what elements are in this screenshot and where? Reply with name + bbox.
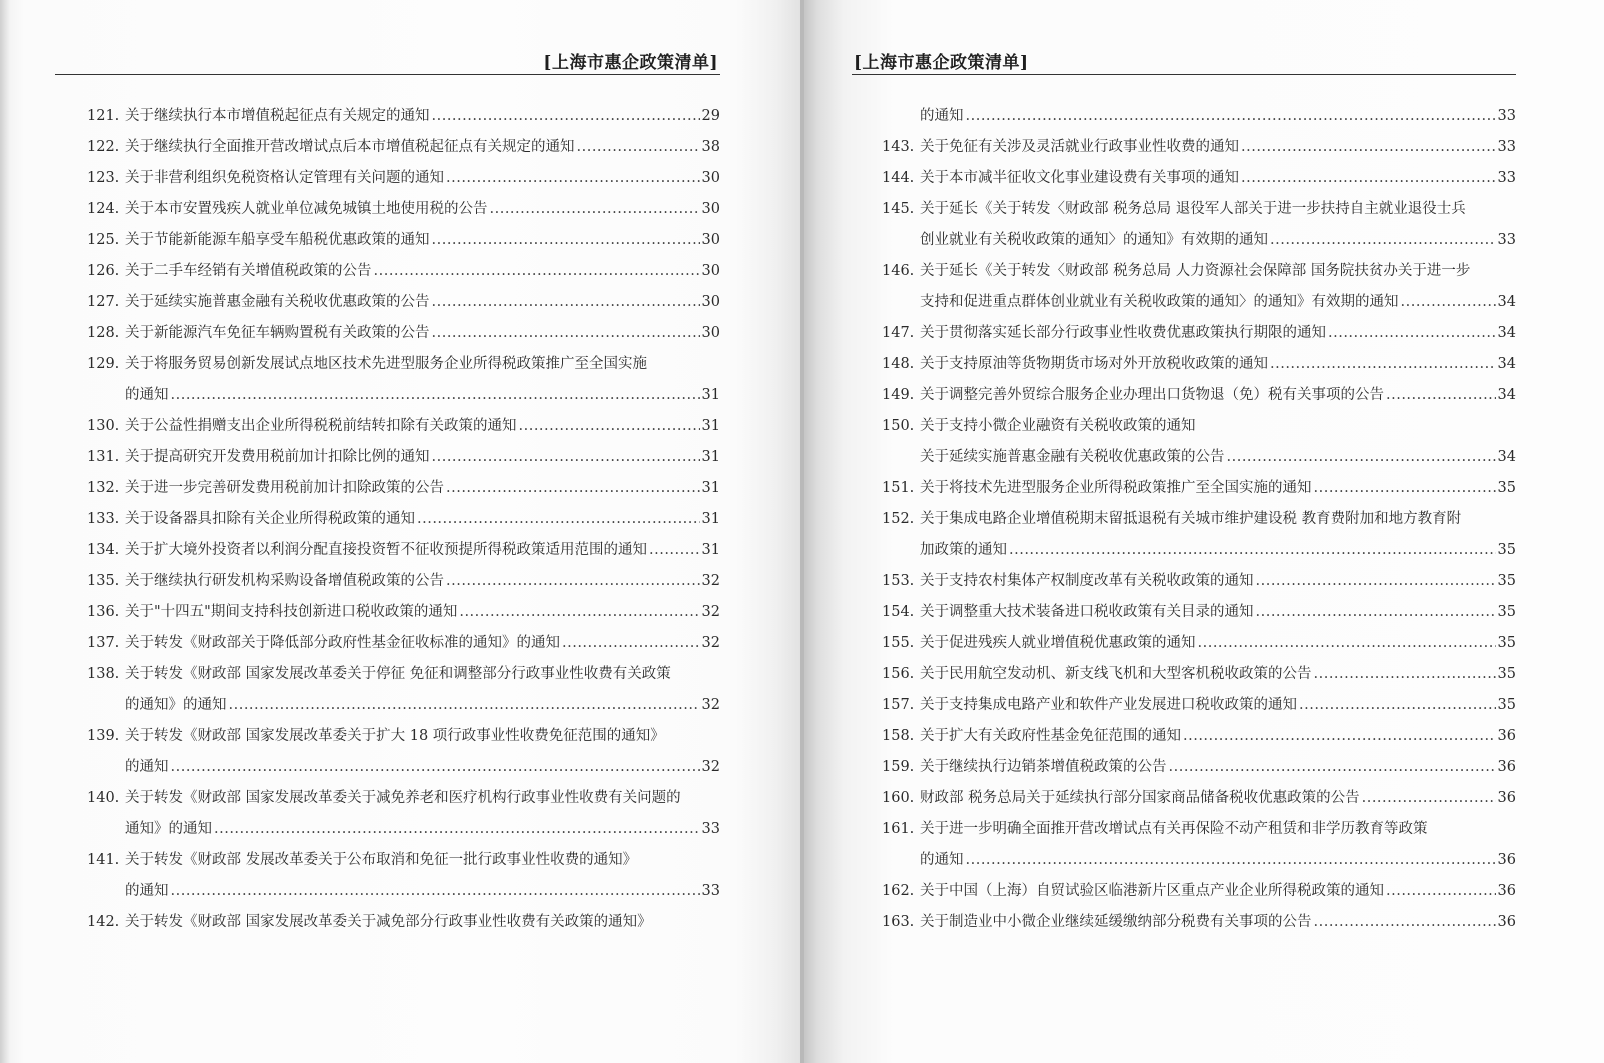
dot-leader bbox=[1241, 166, 1496, 190]
toc-entry-line bbox=[87, 538, 720, 569]
entry-title: 关于提高研究开发费用税前加计扣除比例的通知 bbox=[125, 449, 430, 465]
dot-leader bbox=[229, 693, 700, 717]
entry-number: 161. bbox=[882, 821, 915, 837]
entry-title: 关于延续实施普惠金融有关税收优惠政策的公告 bbox=[920, 449, 1225, 465]
page-header: [上海市惠企政策清单] bbox=[543, 53, 718, 73]
entry-number: 159. bbox=[882, 759, 915, 775]
entry-title: 关于中国（上海）自贸试验区临港新片区重点产业企业所得税政策的通知 bbox=[920, 883, 1384, 899]
dot-leader bbox=[1169, 755, 1496, 779]
entry-title: 创业就业有关税收政策的通知〉的通知》有效期的通知 bbox=[920, 232, 1268, 248]
entry-title: 关于延长《关于转发〈财政部 税务总局 退役军人部关于进一步扶持自主就业退役士兵 bbox=[920, 201, 1466, 217]
toc-entry-line bbox=[87, 848, 720, 879]
entry-title: 关于支持农村集体产权制度改革有关税收政策的通知 bbox=[920, 573, 1254, 589]
dot-leader bbox=[490, 197, 700, 221]
entry-number: 153. bbox=[882, 573, 915, 589]
toc-entry-line bbox=[882, 135, 1516, 166]
toc-list bbox=[882, 104, 1516, 941]
entry-number: 123. bbox=[87, 170, 120, 186]
entry-page-number: 29 bbox=[701, 108, 720, 124]
entry-title: 关于将技术先进型服务企业所得税政策推广至全国实施的通知 bbox=[920, 480, 1312, 496]
toc-entry-line bbox=[87, 104, 720, 135]
entry-title: 关于节能新能源车船享受车船税优惠政策的通知 bbox=[125, 232, 430, 248]
toc-entry-line bbox=[882, 631, 1516, 662]
entry-title: 通知》的通知 bbox=[125, 821, 212, 837]
dot-leader bbox=[1299, 693, 1496, 717]
header-rule bbox=[55, 74, 720, 75]
entry-title: 关于"十四五"期间支持科技创新进口税收政策的通知 bbox=[125, 604, 458, 620]
entry-number: 150. bbox=[882, 418, 915, 434]
toc-entry-line bbox=[882, 383, 1516, 414]
entry-number: 136. bbox=[87, 604, 120, 620]
entry-title: 关于本市安置残疾人就业单位减免城镇土地使用税的公告 bbox=[125, 201, 488, 217]
entry-page-number: 31 bbox=[701, 511, 720, 527]
toc-entry-line bbox=[882, 228, 1516, 259]
entry-title: 关于延续实施普惠金融有关税收优惠政策的公告 bbox=[125, 294, 430, 310]
entry-number: 160. bbox=[882, 790, 915, 806]
toc-entry-line bbox=[882, 166, 1516, 197]
entry-title: 关于转发《财政部 国家发展改革委关于扩大 18 项行政事业性收费免征范围的通知》 bbox=[125, 728, 665, 744]
dot-leader bbox=[459, 600, 699, 624]
entry-number: 154. bbox=[882, 604, 915, 620]
entry-title: 关于将服务贸易创新发展试点地区技术先进型服务企业所得税政策推广至全国实施 bbox=[125, 356, 647, 372]
entry-number: 131. bbox=[87, 449, 120, 465]
entry-page-number: 30 bbox=[701, 325, 720, 341]
entry-page-number: 36 bbox=[1497, 759, 1516, 775]
entry-title: 关于继续执行全面推开营改增试点后本市增值税起征点有关规定的通知 bbox=[125, 139, 575, 155]
toc-entry-line bbox=[882, 693, 1516, 724]
entry-title: 关于转发《财政部 国家发展改革委关于减免养老和医疗机构行政事业性收费有关问题的 bbox=[125, 790, 681, 806]
toc-entry-line bbox=[882, 414, 1516, 445]
toc-entry-line bbox=[882, 197, 1516, 228]
entry-title: 关于进一步明确全面推开营改增试点有关再保险不动产租赁和非学历教育等政策 bbox=[920, 821, 1428, 837]
toc-entry-line bbox=[87, 693, 720, 724]
dot-leader bbox=[577, 135, 700, 159]
entry-title: 关于贯彻落实延长部分行政事业性收费优惠政策执行期限的通知 bbox=[920, 325, 1326, 341]
entry-number: 156. bbox=[882, 666, 915, 682]
entry-title: 的通知 bbox=[125, 883, 169, 899]
entry-page-number: 31 bbox=[701, 480, 720, 496]
toc-entry-line bbox=[87, 476, 720, 507]
entry-number: 158. bbox=[882, 728, 915, 744]
entry-title: 加政策的通知 bbox=[920, 542, 1007, 558]
entry-page-number: 31 bbox=[701, 542, 720, 558]
entry-number: 155. bbox=[882, 635, 915, 651]
dot-leader bbox=[1401, 290, 1496, 314]
entry-page-number: 34 bbox=[1497, 325, 1516, 341]
entry-page-number: 35 bbox=[1497, 635, 1516, 651]
entry-number: 137. bbox=[87, 635, 120, 651]
entry-page-number: 34 bbox=[1497, 387, 1516, 403]
entry-page-number: 32 bbox=[701, 697, 720, 713]
entry-page-number: 33 bbox=[1497, 108, 1516, 124]
entry-title: 关于转发《财政部关于降低部分政府性基金征收标准的通知》的通知 bbox=[125, 635, 560, 651]
entry-title: 的通知 bbox=[920, 852, 964, 868]
entry-number: 152. bbox=[882, 511, 915, 527]
entry-title: 关于非营利组织免税资格认定管理有关问题的通知 bbox=[125, 170, 444, 186]
entry-page-number: 35 bbox=[1497, 697, 1516, 713]
entry-title: 关于转发《财政部 国家发展改革委关于停征 免征和调整部分行政事业性收费有关政策 bbox=[125, 666, 671, 682]
entry-number: 149. bbox=[882, 387, 915, 403]
entry-title: 关于继续执行研发机构采购设备增值税政策的公告 bbox=[125, 573, 444, 589]
entry-number: 130. bbox=[87, 418, 120, 434]
dot-leader bbox=[1270, 352, 1496, 376]
dot-leader bbox=[1386, 383, 1496, 407]
toc-entry-line bbox=[87, 445, 720, 476]
entry-page-number: 33 bbox=[1497, 232, 1516, 248]
dot-leader bbox=[1227, 445, 1496, 469]
entry-title: 关于支持原油等货物期货市场对外开放税收政策的通知 bbox=[920, 356, 1268, 372]
entry-page-number: 36 bbox=[1497, 728, 1516, 744]
entry-title: 关于促进残疾人就业增值税优惠政策的通知 bbox=[920, 635, 1196, 651]
entry-number: 135. bbox=[87, 573, 120, 589]
entry-page-number: 30 bbox=[701, 294, 720, 310]
entry-page-number: 31 bbox=[701, 449, 720, 465]
entry-title: 关于民用航空发动机、新支线飞机和大型客机税收政策的公告 bbox=[920, 666, 1312, 682]
entry-page-number: 36 bbox=[1497, 883, 1516, 899]
entry-number: 138. bbox=[87, 666, 120, 682]
toc-entry-line bbox=[882, 879, 1516, 910]
dot-leader bbox=[171, 755, 700, 779]
entry-title: 的通知 bbox=[125, 387, 169, 403]
toc-entry-line bbox=[882, 476, 1516, 507]
toc-entry-line bbox=[882, 259, 1516, 290]
dot-leader bbox=[1270, 228, 1496, 252]
toc-entry-line bbox=[87, 352, 720, 383]
toc-entry-line bbox=[87, 786, 720, 817]
entry-number: 129. bbox=[87, 356, 120, 372]
entry-page-number: 35 bbox=[1497, 480, 1516, 496]
entry-page-number: 33 bbox=[1497, 139, 1516, 155]
toc-entry-line bbox=[882, 538, 1516, 569]
dot-leader bbox=[1241, 135, 1496, 159]
dot-leader bbox=[966, 104, 1496, 128]
dot-leader bbox=[1256, 600, 1496, 624]
entry-title: 财政部 税务总局关于延续执行部分国家商品储备税收优惠政策的公告 bbox=[920, 790, 1360, 806]
entry-page-number: 33 bbox=[701, 821, 720, 837]
entry-title: 关于转发《财政部 国家发展改革委关于减免部分行政事业性收费有关政策的通知》 bbox=[125, 914, 652, 930]
entry-page-number: 32 bbox=[701, 759, 720, 775]
entry-title: 的通知 bbox=[920, 108, 964, 124]
entry-number: 139. bbox=[87, 728, 120, 744]
dot-leader bbox=[1314, 662, 1496, 686]
entry-page-number: 31 bbox=[701, 418, 720, 434]
toc-entry-line bbox=[882, 786, 1516, 817]
entry-title: 关于进一步完善研发费用税前加计扣除政策的公告 bbox=[125, 480, 444, 496]
toc-entry-line bbox=[87, 569, 720, 600]
dot-leader bbox=[1009, 538, 1496, 562]
entry-page-number: 34 bbox=[1497, 449, 1516, 465]
entry-title: 关于二手车经销有关增值税政策的公告 bbox=[125, 263, 372, 279]
toc-entry-line bbox=[882, 321, 1516, 352]
toc-entry-line bbox=[87, 507, 720, 538]
toc-entry-line bbox=[882, 352, 1516, 383]
entry-page-number: 38 bbox=[701, 139, 720, 155]
entry-title: 关于扩大境外投资者以利润分配直接投资暂不征收预提所得税政策适用范围的通知 bbox=[125, 542, 647, 558]
toc-entry-line bbox=[882, 507, 1516, 538]
toc-entry-line bbox=[87, 228, 720, 259]
entry-page-number: 36 bbox=[1497, 790, 1516, 806]
entry-title: 的通知》的通知 bbox=[125, 697, 227, 713]
entry-number: 147. bbox=[882, 325, 915, 341]
toc-entry-line bbox=[87, 290, 720, 321]
toc-entry-line bbox=[87, 910, 720, 941]
entry-number: 128. bbox=[87, 325, 120, 341]
entry-number: 140. bbox=[87, 790, 120, 806]
toc-entry-line bbox=[882, 569, 1516, 600]
toc-entry-line bbox=[882, 724, 1516, 755]
toc-entry-line bbox=[87, 600, 720, 631]
entry-title: 关于免征有关涉及灵活就业行政事业性收费的通知 bbox=[920, 139, 1239, 155]
toc-entry-line bbox=[87, 414, 720, 445]
dot-leader bbox=[432, 228, 700, 252]
entry-title: 关于制造业中小微企业继续延缓缴纳部分税费有关事项的公告 bbox=[920, 914, 1312, 930]
toc-list bbox=[87, 104, 720, 941]
toc-entry-line bbox=[882, 848, 1516, 879]
dot-leader bbox=[1198, 631, 1496, 655]
entry-title: 关于调整完善外贸综合服务企业办理出口货物退（免）税有关事项的公告 bbox=[920, 387, 1384, 403]
toc-entry-line bbox=[87, 879, 720, 910]
entry-number: 134. bbox=[87, 542, 120, 558]
toc-entry-line bbox=[87, 135, 720, 166]
toc-entry-line bbox=[882, 817, 1516, 848]
toc-entry-line bbox=[87, 259, 720, 290]
toc-entry-line bbox=[882, 662, 1516, 693]
entry-page-number: 36 bbox=[1497, 852, 1516, 868]
dot-leader bbox=[649, 538, 700, 562]
dot-leader bbox=[432, 104, 700, 128]
toc-entry-line bbox=[882, 910, 1516, 941]
dot-leader bbox=[432, 445, 700, 469]
entry-title: 关于集成电路企业增值税期末留抵退税有关城市维护建设税 教育费附加和地方教育附 bbox=[920, 511, 1462, 527]
entry-number: 148. bbox=[882, 356, 915, 372]
entry-title: 关于支持集成电路产业和软件产业发展进口税收政策的通知 bbox=[920, 697, 1297, 713]
entry-number: 122. bbox=[87, 139, 120, 155]
entry-page-number: 36 bbox=[1497, 914, 1516, 930]
entry-page-number: 32 bbox=[701, 635, 720, 651]
left-page bbox=[0, 0, 800, 1063]
entry-title: 关于转发《财政部 发展改革委关于公布取消和免征一批行政事业性收费的通知》 bbox=[125, 852, 638, 868]
dot-leader bbox=[1328, 321, 1496, 345]
toc-entry-line bbox=[87, 817, 720, 848]
toc-entry-line bbox=[87, 166, 720, 197]
entry-number: 157. bbox=[882, 697, 915, 713]
entry-number: 121. bbox=[87, 108, 120, 124]
dot-leader bbox=[171, 383, 700, 407]
toc-entry-line bbox=[87, 662, 720, 693]
entry-page-number: 30 bbox=[701, 263, 720, 279]
dot-leader bbox=[519, 414, 700, 438]
entry-number: 143. bbox=[882, 139, 915, 155]
dot-leader bbox=[171, 879, 700, 903]
entry-number: 146. bbox=[882, 263, 915, 279]
toc-entry-line bbox=[882, 290, 1516, 321]
entry-title: 关于扩大有关政府性基金免征范围的通知 bbox=[920, 728, 1181, 744]
dot-leader bbox=[446, 166, 700, 190]
toc-entry-line bbox=[87, 631, 720, 662]
entry-number: 133. bbox=[87, 511, 120, 527]
entry-page-number: 30 bbox=[701, 170, 720, 186]
toc-entry-line bbox=[882, 104, 1516, 135]
dot-leader bbox=[1314, 476, 1496, 500]
dot-leader bbox=[374, 259, 700, 283]
entry-number: 141. bbox=[87, 852, 120, 868]
entry-page-number: 32 bbox=[701, 573, 720, 589]
entry-title: 关于新能源汽车免征车辆购置税有关政策的公告 bbox=[125, 325, 430, 341]
page-header: [上海市惠企政策清单] bbox=[854, 53, 1029, 73]
dot-leader bbox=[1386, 879, 1496, 903]
entry-page-number: 33 bbox=[701, 883, 720, 899]
dot-leader bbox=[1256, 569, 1496, 593]
right-page bbox=[804, 0, 1604, 1063]
entry-title: 关于调整重大技术装备进口税收政策有关目录的通知 bbox=[920, 604, 1254, 620]
entry-number: 127. bbox=[87, 294, 120, 310]
dot-leader bbox=[417, 507, 700, 531]
toc-entry-line bbox=[882, 755, 1516, 786]
entry-page-number: 35 bbox=[1497, 542, 1516, 558]
entry-title: 的通知 bbox=[125, 759, 169, 775]
dot-leader bbox=[562, 631, 700, 655]
header-rule bbox=[852, 74, 1516, 75]
dot-leader bbox=[1183, 724, 1496, 748]
dot-leader bbox=[446, 476, 700, 500]
entry-number: 132. bbox=[87, 480, 120, 496]
entry-page-number: 32 bbox=[701, 604, 720, 620]
entry-title: 关于本市减半征收文化事业建设费有关事项的通知 bbox=[920, 170, 1239, 186]
entry-number: 163. bbox=[882, 914, 915, 930]
entry-page-number: 35 bbox=[1497, 604, 1516, 620]
entry-page-number: 33 bbox=[1497, 170, 1516, 186]
dot-leader bbox=[214, 817, 700, 841]
dot-leader bbox=[432, 290, 700, 314]
entry-page-number: 34 bbox=[1497, 356, 1516, 372]
entry-title: 关于公益性捐赠支出企业所得税税前结转扣除有关政策的通知 bbox=[125, 418, 517, 434]
entry-number: 125. bbox=[87, 232, 120, 248]
entry-title: 关于继续执行本市增值税起征点有关规定的通知 bbox=[125, 108, 430, 124]
toc-entry-line bbox=[87, 197, 720, 228]
entry-number: 124. bbox=[87, 201, 120, 217]
toc-entry-line bbox=[87, 724, 720, 755]
entry-number: 151. bbox=[882, 480, 915, 496]
dot-leader bbox=[1314, 910, 1496, 934]
entry-page-number: 31 bbox=[701, 387, 720, 403]
toc-entry-line bbox=[87, 383, 720, 414]
entry-page-number: 30 bbox=[701, 201, 720, 217]
entry-title: 关于延长《关于转发〈财政部 税务总局 人力资源社会保障部 国务院扶贫办关于进一步 bbox=[920, 263, 1471, 279]
entry-page-number: 35 bbox=[1497, 573, 1516, 589]
dot-leader bbox=[966, 848, 1496, 872]
entry-number: 142. bbox=[87, 914, 120, 930]
dot-leader bbox=[446, 569, 700, 593]
entry-page-number: 34 bbox=[1497, 294, 1516, 310]
entry-page-number: 35 bbox=[1497, 666, 1516, 682]
toc-entry-line bbox=[882, 445, 1516, 476]
dot-leader bbox=[1362, 786, 1496, 810]
entry-title: 关于支持小微企业融资有关税收政策的通知 bbox=[920, 418, 1196, 434]
entry-title: 关于设备器具扣除有关企业所得税政策的通知 bbox=[125, 511, 415, 527]
entry-number: 126. bbox=[87, 263, 120, 279]
entry-number: 162. bbox=[882, 883, 915, 899]
entry-number: 145. bbox=[882, 201, 915, 217]
toc-entry-line bbox=[87, 321, 720, 352]
entry-page-number: 30 bbox=[701, 232, 720, 248]
entry-title: 关于继续执行边销茶增值税政策的公告 bbox=[920, 759, 1167, 775]
dot-leader bbox=[432, 321, 700, 345]
toc-entry-line bbox=[882, 600, 1516, 631]
toc-entry-line bbox=[87, 755, 720, 786]
entry-title: 支持和促进重点群体创业就业有关税收政策的通知〉的通知》有效期的通知 bbox=[920, 294, 1399, 310]
entry-number: 144. bbox=[882, 170, 915, 186]
